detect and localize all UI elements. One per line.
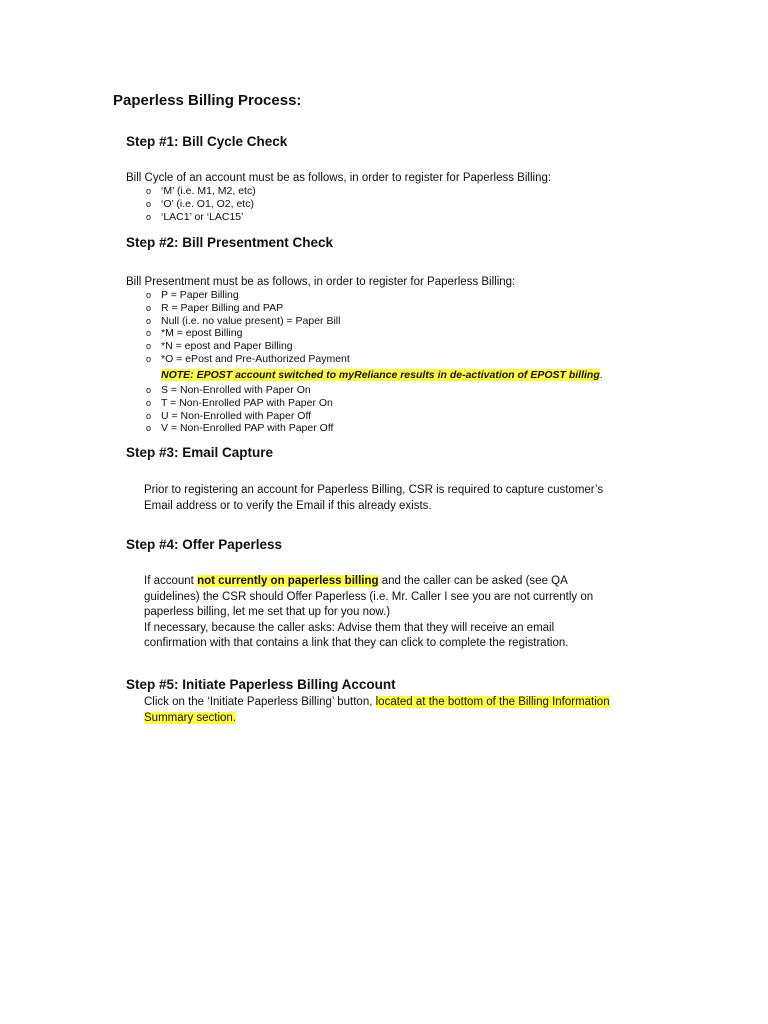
bullet-marker: o [146,186,152,196]
list-item [146,302,350,315]
paragraph-line [144,711,610,727]
billing-info-highlight: located at the bottom of the Billing Information [375,696,610,708]
list-item [146,327,350,340]
line-text: If account [144,575,198,587]
bullet-marker: o [146,341,152,352]
list-item [146,422,333,435]
bullet-marker: o [146,198,152,209]
list-item-text: S = Non-Enrolled with Paper On [161,384,311,396]
list-item-text: V = Non-Enrolled PAP with Paper Off [161,422,334,435]
step2-intro: Bill Presentment must be as follows, in order to register for Paperless Billing: [126,276,516,288]
line-text: Click on the ‘Initiate Paperless Billing’ button, [144,696,376,708]
list-item-text: *M = epost Billing [161,327,243,340]
list-item [146,185,256,198]
epost-note-period: . [599,369,603,381]
list-item [146,353,350,366]
step3-paragraph [144,483,603,514]
list-item [146,397,333,410]
document-title: Paperless Billing Process: [113,92,302,109]
list-item-text: ‘LAC1’ or ‘LAC15’ [161,210,244,223]
bullet-marker: o [146,423,152,434]
paragraph-line: Prior to registering an account for Paperless Billing, CSR is required to capture customer’s [144,484,604,496]
list-item [146,289,350,302]
step1-list [146,185,256,223]
step2-list-a [146,289,350,366]
list-item-text: *O = ePost and Pre-Authorized Payment [161,352,350,365]
billing-info-highlight-cont: Summary section. [144,711,237,724]
list-item [146,315,350,328]
step1-intro: Bill Cycle of an account must be as follows, in order to register for Paperless Billing: [126,172,552,184]
list-item-text: R = Paper Billing and PAP [161,301,284,314]
list-item-text: ‘M’ (i.e. M1, M2, etc) [161,185,256,197]
paragraph-line: guidelines) the CSR should Offer Paperless (i.e. Mr. Caller I see you are not currently on [144,590,594,603]
list-item-text: Null (i.e. no value present) = Paper Bill [161,314,341,327]
step4-heading: Step #4: Offer Paperless [126,537,283,552]
bullet-marker: o [146,353,152,364]
list-item-text: U = Non-Enrolled with Paper Off [161,409,312,422]
list-item [146,384,333,397]
paragraph-line: paperless billing, let me set that up for you now.) [144,606,391,618]
line-text: and the caller can be asked (see QA [378,575,568,587]
list-item-text: ‘O’ (i.e. O1, O2, etc) [161,197,254,210]
step2-list-b [146,384,333,435]
bullet-marker: o [146,290,152,300]
step3-heading: Step #3: Email Capture [126,445,274,460]
bullet-marker: o [146,397,152,408]
bullet-marker: o [146,385,152,395]
step5-heading: Step #5: Initiate Paperless Billing Account [126,677,396,692]
bullet-marker: o [146,410,152,421]
list-item-text: P = Paper Billing [161,289,239,301]
list-item-text: *N = epost and Paper Billing [161,340,293,353]
bullet-marker: o [146,315,152,326]
list-item [146,410,333,423]
step2-heading: Step #2: Bill Presentment Check [126,235,334,250]
step5-paragraph [144,695,610,726]
epost-note-highlight: NOTE: EPOST account switched to myReliance results in de-activation of EPOST billing [161,369,600,381]
step4-paragraph [144,574,593,652]
not-on-paperless-highlight: not currently on paperless billing [197,575,379,587]
list-item [146,198,256,211]
paragraph-line [144,574,593,590]
paragraph-line: confirmation with that contains a link that they can click to complete the registration. [144,637,569,649]
list-item [146,340,350,353]
bullet-marker: o [146,328,152,339]
epost-note [161,369,603,381]
list-item [146,211,256,224]
paragraph-line: If necessary, because the caller asks: Advise them that they will receive an email [144,621,555,634]
paragraph-line: Email address or to verify the Email if this already exists. [144,499,432,512]
bullet-marker: o [146,302,152,313]
list-item-text: T = Non-Enrolled PAP with Paper On [161,396,333,409]
step1-heading: Step #1: Bill Cycle Check [126,134,288,149]
bullet-marker: o [146,211,152,222]
paragraph-line [144,695,610,711]
